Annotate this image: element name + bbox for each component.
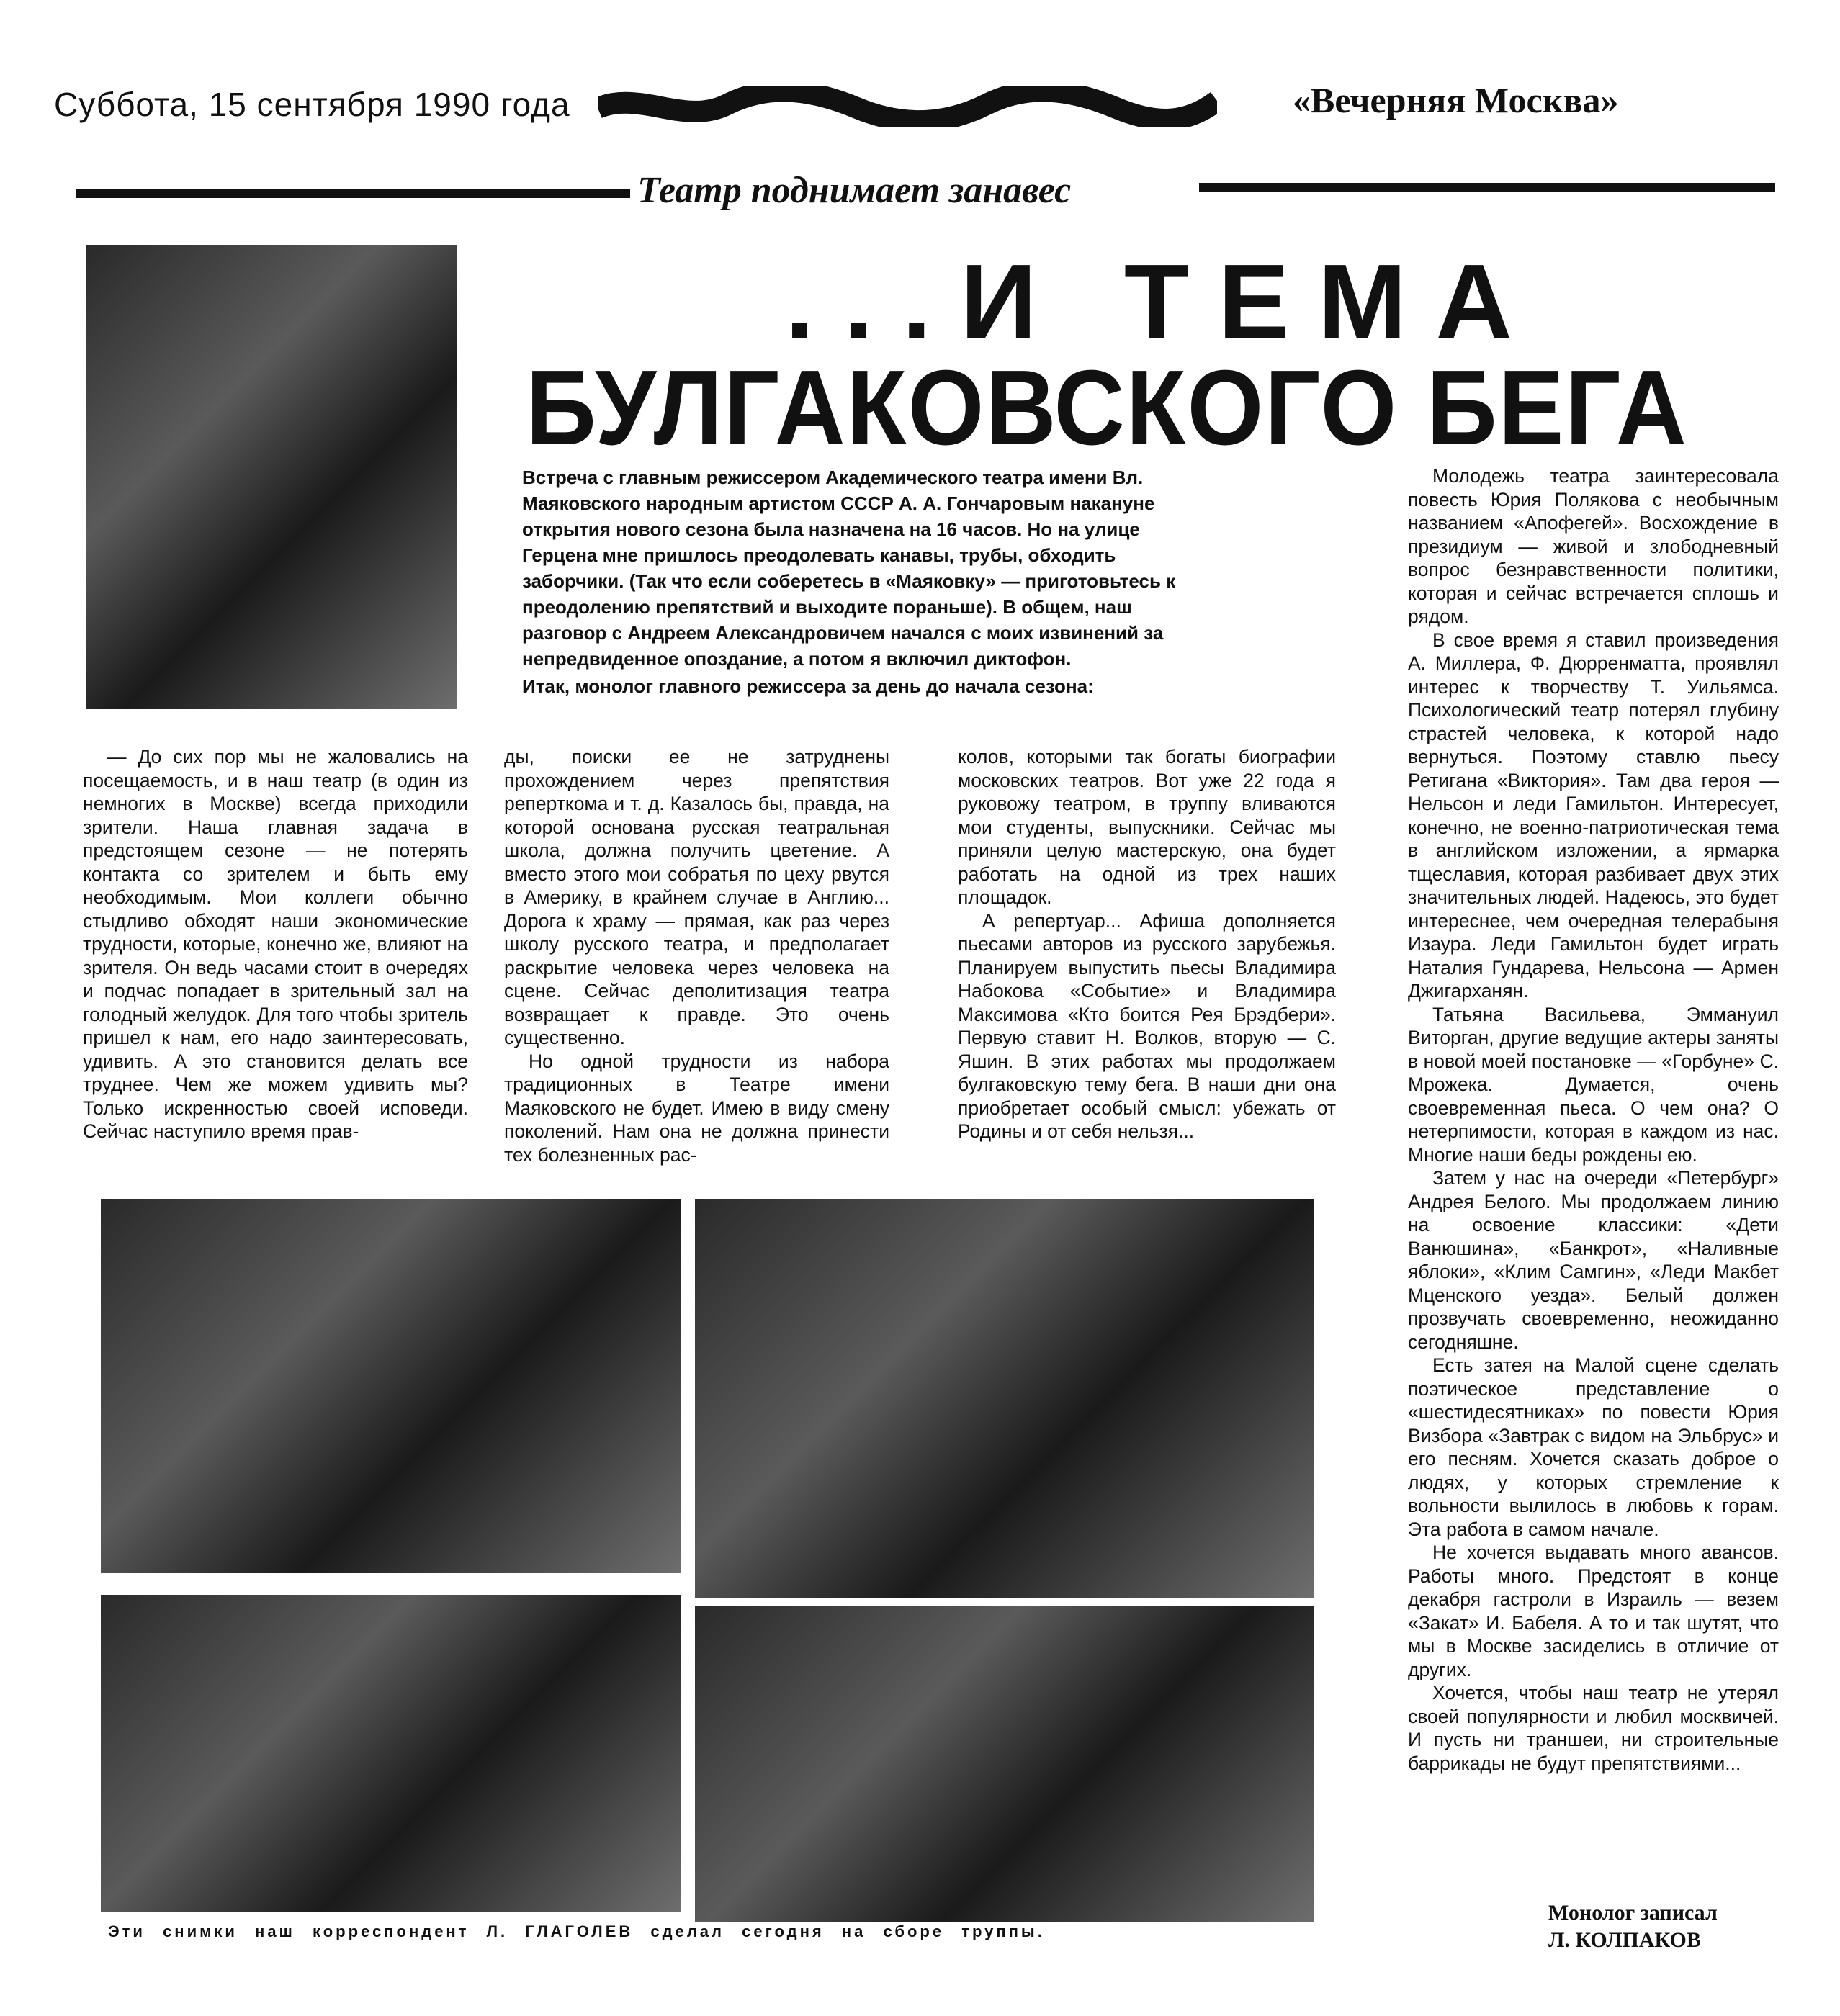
rubric: Театр поднимает занавес — [637, 170, 1072, 211]
paragraph: — До сих пор мы не жаловались на посещаемость, и в наш театр (в один из немногих в Москве) всегда приходили зрители. Наша главная задача в предстоящем сезоне — не потерять контакта со зрителем и быть ему необходимым. Мои коллеги обычно стыдливо обходят наши экономические трудности, которые, конечно же, влияют на зрителя. Он ведь часами стоит в очередях и подчас попадает в зрительный зал на голодный желудок. Для того чтобы зритель пришел к нам, его надо заинтересовать, удивить. А это становится делать все труднее. Чем же можем удивить мы? Только искренностью своей исповеди. Сейчас наступило время прав- — [83, 746, 468, 1142]
photo-troupe-4 — [695, 1606, 1314, 1922]
article-column-1 — [83, 745, 468, 1143]
paragraph: Хочется, чтобы наш театр не утерял своей популярности и любил москвичей. И пусть ни траншеи, ни строительные баррикады не будут препятствиями... — [1408, 1682, 1779, 1774]
rule-left — [76, 189, 630, 198]
paragraph: Не хочется выдавать много авансов. Работы много. Предстоят в конце декабря гастроли в Израиль — везем «Закат» И. Бабеля. А то и так шутят, что мы в Москве засиделись в отличие от других. — [1408, 1542, 1779, 1680]
paragraph: Молодежь театра заинтересовала повесть Юрия Полякова с необычным названием «Апофегей». Восхождение в президиум — живой и злободневный вопрос безнравственности политики, которая и сейчас встречается сплошь и рядом. — [1408, 465, 1779, 627]
photo-troupe-2 — [695, 1199, 1314, 1598]
paragraph: В свое время я ставил произведения А. Миллера, Ф. Дюрренматта, проявлял интерес к творчеству Т. Уильямса. Психологический театр потерял глубину страстей человека, к которой надо вернуться. Поэтому ставлю пьесу Ретигана «Виктория». Там два героя — Нельсон и леди Гамильтон. Интересует, конечно, не военно-патриотическая тема в английском изложении, а ярмарка тщеславия, которая разбивает двух этих значительных людей. Надеюсь, это будет интереснее, чем очередная телерабыня Изаура. Леди Гамильтон будет играть Наталия Гундарева, Нельсона — Армен Джигарханян. — [1408, 629, 1779, 1002]
headline-line-1: ...И ТЕМА — [785, 243, 1542, 361]
article-column-3 — [958, 745, 1336, 1143]
redacted-scribble — [598, 86, 1217, 127]
article-column-2 — [504, 745, 889, 1166]
photo-troupe-1 — [101, 1199, 681, 1573]
paragraph: Татьяна Васильева, Эммануил Виторган, другие ведущие актеры заняты в новой моей постановке — «Горбуне» С. Мрожека. Думается, очень своевременная пьеса. О чем она? О нетерпимости, которая в каждом из нас. Многие наши беды рождены ею. — [1408, 1003, 1779, 1166]
signature-line-1: Монолог записал — [1548, 1901, 1718, 1925]
lead-text: Встреча с главным режиссером Академического театра имени Вл. Маяковского народным артистом СССР А. А. Гончаровым накануне открытия нового сезона была назначена на 16 часов. Но на улице Герцена мне пришлось преодолевать канавы, трубы, обходить заборчики. (Так что если соберетесь в «Маяковку» — приготовьтесь к преодолению препятствий и выходите пораньше). В общем, наш разговор с Андреем Александровичем начался с моих извинений за непредвиденное опоздание, а потом я включил диктофон. — [522, 467, 1176, 670]
photo-caption: Эти снимки наш корреспондент Л. ГЛАГОЛЕВ сделал сегодня на сборе труппы. — [108, 1922, 1045, 1940]
paragraph: Но одной трудности из набора традиционных в Театре имени Маяковского не будет. Имею в виду смену поколений. Нам она не должна принести тех болезненных рас- — [504, 1050, 889, 1166]
article-column-4 — [1408, 464, 1779, 1775]
paragraph: ды, поиски ее не затруднены прохождением через препятствия реперткома и т. д. Казалось бы, правда, на которой основана русская театральная школа, должна получить цветение. А вместо этого мои собратья по цеху рвутся в Америку, в крайнем случае в Англию... Дорога к храму — прямая, как раз через школу русского театра, и предполагает раскрытие человека через человека на сцене. Сейчас деполитизация театра возвращает к правде. Это очень существенно. — [504, 746, 889, 1048]
paragraph: Затем у нас на очереди «Петербург» Андрея Белого. Мы продолжаем линию на освоение классики: «Дети Ванюшина», «Банкрот», «Наливные яблоки», «Клим Самгин», «Леди Макбет Мценского уезда». Белый должен прозвучать своевременно, неожиданно сегодняшне. — [1408, 1167, 1779, 1353]
paragraph: колов, которыми так богаты биографии московских театров. Вот уже 22 года я руковожу театром, в труппу вливаются мои студенты, выпускники. Сейчас мы приняли целую мастерскую, она будет работать на одной из трех наших площадок. — [958, 746, 1336, 908]
signature-author: Л. КОЛПАКОВ — [1548, 1928, 1701, 1952]
photo-director — [86, 245, 457, 709]
headline-line-2: БУЛГАКОВСКОГО БЕГА — [526, 348, 1688, 467]
lead-paragraph — [522, 464, 1185, 699]
paragraph: Есть затея на Малой сцене сделать поэтическое представление о «шестидесятниках» по повести Юрия Визбора «Завтрак с видом на Эльбрус» и его песням. Хочется сказать доброе о людях, у которых стремление к вольности вылилось в любовь к горам. Эта работа в самом начале. — [1408, 1354, 1779, 1540]
issue-date: Суббота, 15 сентября 1990 года — [54, 86, 570, 123]
newspaper-name: «Вечерняя Москва» — [1293, 80, 1619, 120]
photo-troupe-3 — [101, 1595, 681, 1912]
rule-right — [1199, 183, 1775, 192]
lead-last: Итак, монолог главного режиссера за день до начала сезона: — [522, 675, 1094, 697]
paragraph: А репертуар... Афиша дополняется пьесами авторов из русского зарубежья. Планируем выпустить пьесы Владимира Набокова «Событие» и Владимира Максимова «Кто боится Рея Брэдбери». Первую ставит Н. Волков, вторую — С. Яшин. В этих работах мы продолжаем булгаковскую тему бега. В наши дни она приобретает особый смысл: убежать от Родины и от себя нельзя... — [958, 909, 1336, 1142]
